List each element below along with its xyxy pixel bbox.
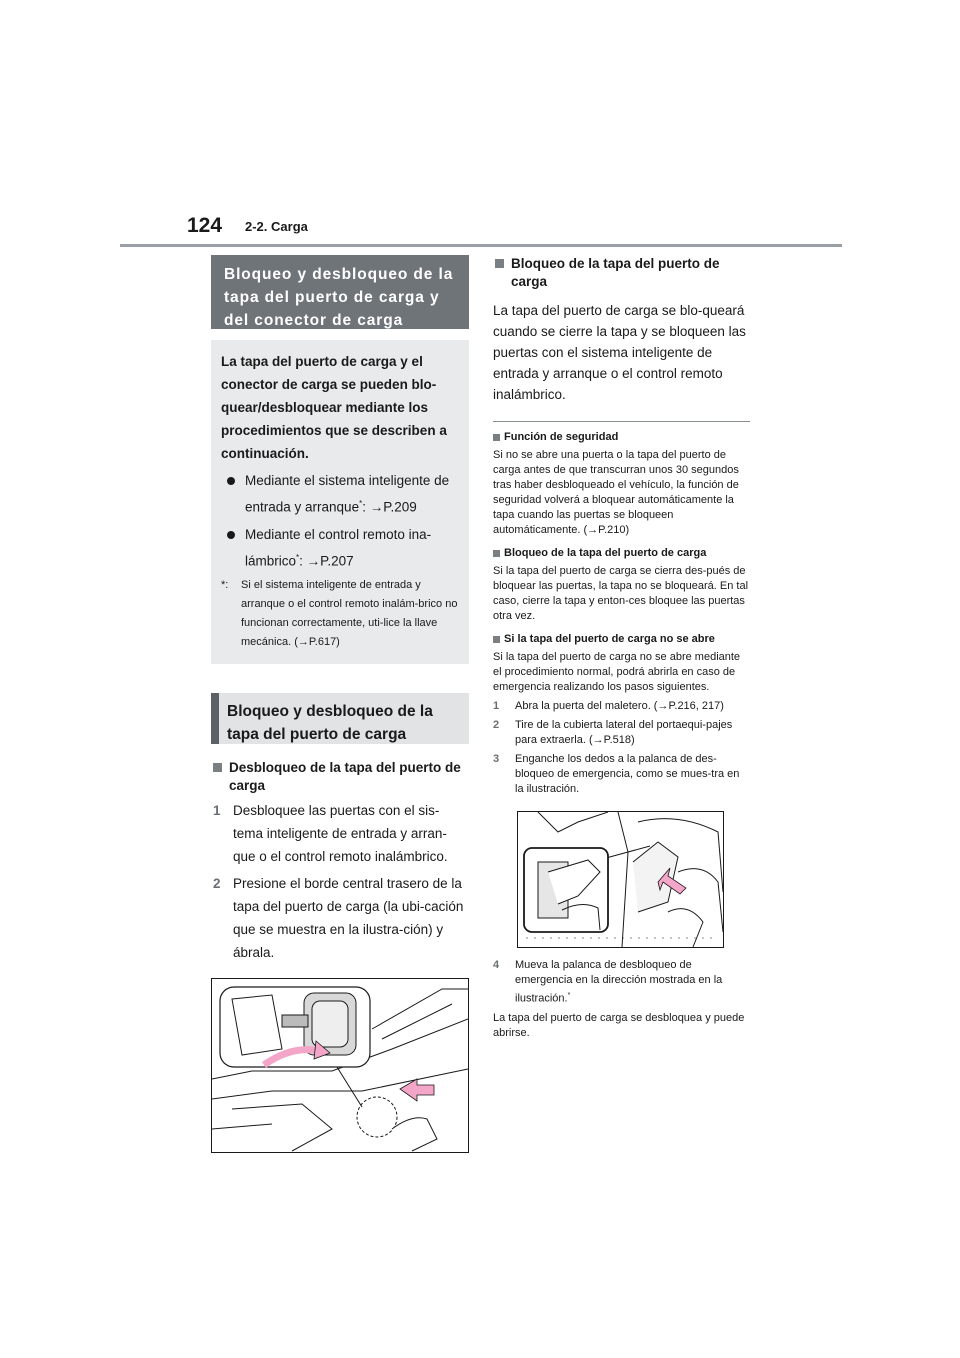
note-heading: Si la tapa del puerto de carga no se abre xyxy=(493,632,750,647)
square-bullet-icon xyxy=(493,550,500,557)
section-heading: Bloqueo y desbloqueo de la tapa del puerto de carga xyxy=(211,693,469,744)
page-number: 124 xyxy=(187,214,223,237)
sub-heading: Bloqueo de la tapa del puerto de carga xyxy=(493,255,750,291)
bullet-dot-icon xyxy=(227,477,235,485)
note-text: Si la tapa del puerto de carga se cierra des-pués de bloquear las puertas, la tapa no se bloqueará. En tal caso, cierre la tapa y enton-ces bloquee las puertas otra vez. xyxy=(493,565,749,622)
step-item: 3 Enganche los dedos a la palanca de des-bloqueo de emergencia, como se mues-tra en la ilustración. xyxy=(493,753,740,795)
bullet-item xyxy=(221,469,461,519)
step-item: 2 Tire de la cubierta lateral del portaequi-pajes para extraerla. (→P.518) xyxy=(493,719,733,746)
note-text: Si no se abre una puerta o la tapa del puerto de carga antes de que transcurran unos 30 segundos tras haber desbloqueado el vehículo, la función de seguridad volverá a bloquear automáticamente la tapa cuando las puertas se bloqueen automáticamente. (→P.210) xyxy=(493,449,739,536)
step-item: 1 Abra la puerta del maletero. (→P.216, 217) xyxy=(493,700,724,712)
square-bullet-icon xyxy=(495,259,504,268)
footnote xyxy=(221,576,461,652)
emergency-lever-drawing xyxy=(518,812,723,947)
footnote-mark: *: xyxy=(221,579,229,591)
bullet-text: Mediante el control remoto ina-lámbrico*: →P.207 xyxy=(245,526,432,568)
note-heading: Bloqueo de la tapa del puerto de carga xyxy=(493,546,750,561)
square-bullet-icon xyxy=(493,636,500,643)
note-text: Si la tapa del puerto de carga no se abre mediante el procedimiento normal, podrá abrirla en caso de emergencia realizando los pasos siguientes. xyxy=(493,651,741,693)
charge-port-illustration xyxy=(211,978,469,1153)
info-intro: La tapa del puerto de carga y el conector de carga se pueden blo-quear/desbloquear mediante los procedimientos que se describen a continuación. xyxy=(221,354,447,461)
bullet-dot-icon xyxy=(227,531,235,539)
info-box xyxy=(211,340,469,664)
emergency-release-illustration xyxy=(517,811,724,948)
bullet-text: Mediante el sistema inteligente de entrada y arranque*: →P.209 xyxy=(245,473,450,515)
charge-port-drawing xyxy=(212,979,468,1152)
note-heading: Función de seguridad xyxy=(493,430,750,445)
sub-heading: Desbloqueo de la tapa del puerto de carga xyxy=(211,759,469,795)
final-text: La tapa del puerto de carga se desbloquea y puede abrirse. xyxy=(493,1011,745,1039)
footnote-text: Si el sistema inteligente de entrada y arranque o el control remoto inalám-brico no funcionan correctamente, uti-lice la llave mecánica. (→P.617) xyxy=(241,579,458,648)
step-item: 1 Desbloquee las puertas con el sis-tema inteligente de entrada y arran-que o el control remoto inalámbrico. xyxy=(213,803,448,864)
left-column xyxy=(211,255,469,1153)
right-column xyxy=(493,255,750,1041)
square-bullet-icon xyxy=(213,763,222,772)
body-text: La tapa del puerto de carga se blo-queará cuando se cierre la tapa y se bloqueen las puertas con el sistema inteligente de entrada y arranque o el control remoto inalámbrico. xyxy=(493,303,746,402)
square-bullet-icon xyxy=(493,434,500,441)
main-heading: Bloqueo y desbloqueo de la tapa del puerto de carga y del conector de carga xyxy=(211,255,469,329)
section-label: 2-2. Carga xyxy=(245,219,308,234)
step-item: 4 Mueva la palanca de desbloqueo de emergencia en la dirección mostrada en la ilustración.* xyxy=(493,959,723,1005)
bullet-item xyxy=(221,523,461,573)
step-item: 2 Presione el borde central trasero de la tapa del puerto de carga (la ubi-cación que se muestra en la ilustra-ción) y ábrala. xyxy=(213,876,464,960)
divider xyxy=(493,421,750,422)
header-rule xyxy=(120,244,842,247)
